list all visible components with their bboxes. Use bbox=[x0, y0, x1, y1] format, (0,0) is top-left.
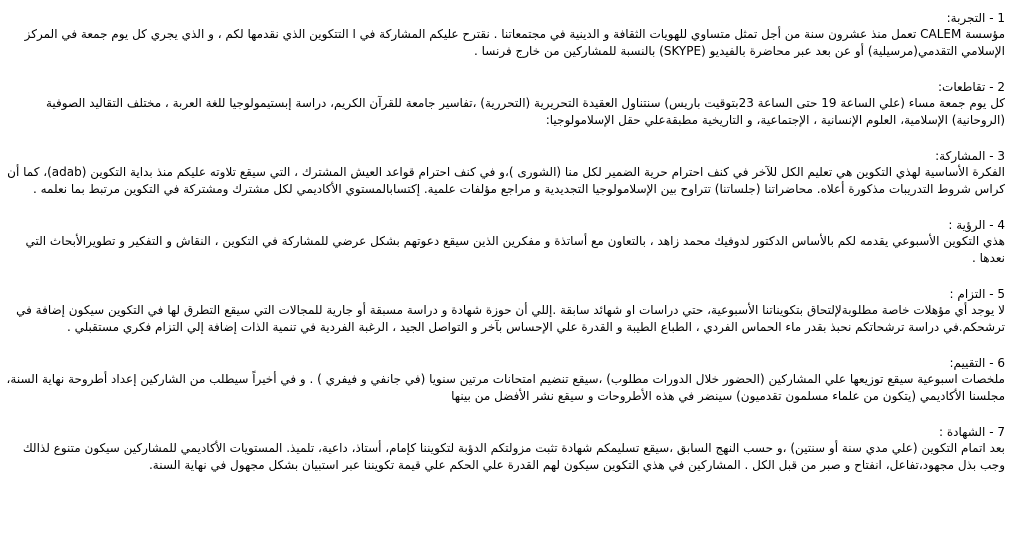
section-certificate bbox=[6, 424, 1005, 473]
section-participation bbox=[6, 148, 1005, 197]
section-heading: 6 - التقييم: bbox=[949, 356, 1005, 370]
section-paragraph: ملخصات اسبوعية سيقع توزيعها علي المشاركين (الحضور خلال الدورات مطلوب) ،سيقع تنضيم امتحانات مرتين سنويا (في جانفي و فيفري ) . و في أخيراً سيطلب من الشاركين إعداد أطروحة نهاية السنة، مجلسنا الأكاديمي (يتكون من علماء مسلمون تقدميون) سينضر في هذه الأطروحات و سيقع نشر الأفضل من بينها bbox=[6, 372, 1005, 403]
section-heading: 7 - الشهادة : bbox=[939, 425, 1005, 439]
section-paragraph: هذي التكوين الأسبوعي يقدمه لكم بالأساس الدكتور لدوفيك محمد زاهد ، بالتعاون مع أساتذة و مفكرين الذين سيقع دعوتهم بشكل عرضي للمشاركة في التكوين ، النقاش و التفكير و تطويرالأبحاث التي نعدها . bbox=[25, 234, 1005, 265]
section-intersections bbox=[6, 79, 1005, 128]
section-paragraph: كل يوم جمعة مساء (علي الساعة 19 حتى الساعة 23بتوقيت باريس) سنتناول العقيدة التحريرية (التحررية) ،تفاسير جامعة للقرآن الكريم، دراسة إبستيمولوجيا للغة العربة ، مختلف التقاليد الصوفية (الروحانية) الإسلامية، العلوم الإنسانية ، الإجتماعية، و التاريخية مطبقةعلي حقل الإسلامولوجيا: bbox=[46, 96, 1005, 127]
section-paragraph: الفكرة الأساسية لهذي التكوين هي تعليم الكل للآخر في كنف احترام حرية الضمير لكل منا (الشورى )،و في كنف احترام قواعد العيش المشترك ، التي سيقع تلاوته عليكم منذ بداية التكوين (adab)، كما أن كراس شروط التدريبات مذكورة أعلاه. محاضراتنا (جلساتنا) تتراوح بين الإسلامولوجيا التجديدية و مراجع مؤلفات علمية. إكتسابالمستوي الأكاديمي لكل مشترك ومشتركة في التكوين مرتبط بما نعلمه . bbox=[7, 165, 1005, 196]
section-paragraph: بعد اتمام التكوين (علي مدي سنة أو سنتين) ،و حسب النهج السابق ،سيقع تسليمكم شهادة تثبت مزولتكم الدؤبة لتكويننا كإمام، أستاذ، داعية، تلميذ. المستويات الأكاديمي للمشاركين سيكون متنوع لذالك وجب بذل مجهود،تفاعل، انفتاح و صبر من قبل الكل . المشاركين في هذي التكوين سيكون لهم القدرة علي الحكم علي قيمة تكويننا عبر استبيان بشكل مجهول في نهاية السنة. bbox=[22, 441, 1005, 472]
section-heading: 4 - الرؤية : bbox=[948, 218, 1005, 232]
section-heading: 2 - تقاطعات: bbox=[937, 80, 1005, 94]
section-evaluation bbox=[6, 355, 1005, 404]
section-commitment bbox=[6, 286, 1005, 335]
section-heading: 3 - المشاركة: bbox=[935, 149, 1005, 163]
section-heading: 1 - التجربة: bbox=[946, 11, 1005, 25]
section-experience bbox=[6, 10, 1005, 59]
section-paragraph: لا يوجد أي مؤهلات خاصة مطلوبةلإلتحاق بتكويناتنا الأسبوعية، حتي دراسات او شهائد سابقة .إللي أن حوزة شهادة و دراسة مسبقة أو جارية للمجالات التي سيقع التطرق لها في التكوين سيكون إضافة في ترشحكم.في دراسة ترشحاتكم نحبذ بقدر ماء الحماس الفردي ، الطباع الطيبة و القدرة علي الإحساس بآخر و التواصل الجيد ، الرغبة الفردية في تنمية الذات إضافة إلي التزام فكري مستقبلي . bbox=[16, 303, 1005, 334]
section-heading: 5 - التزام : bbox=[949, 287, 1005, 301]
section-vision bbox=[6, 217, 1005, 266]
section-paragraph: مؤسسة CALEM تعمل منذ عشرون سنة من أجل تمثل متساوي للهويات الثقافة و الدينية في مجتمعاتنا . نقترح عليكم المشاركة في ا التتكوين الذي نقدمها لكم ، و الذي يجري كل يوم جمعة في المركز الإسلامي التقدمي(مرسيلية) أو عن بعد عبر محاضرة بالفيديو (SKYPE) بالنسبة للمشاركين من خارج فرنسا . bbox=[24, 27, 1005, 58]
